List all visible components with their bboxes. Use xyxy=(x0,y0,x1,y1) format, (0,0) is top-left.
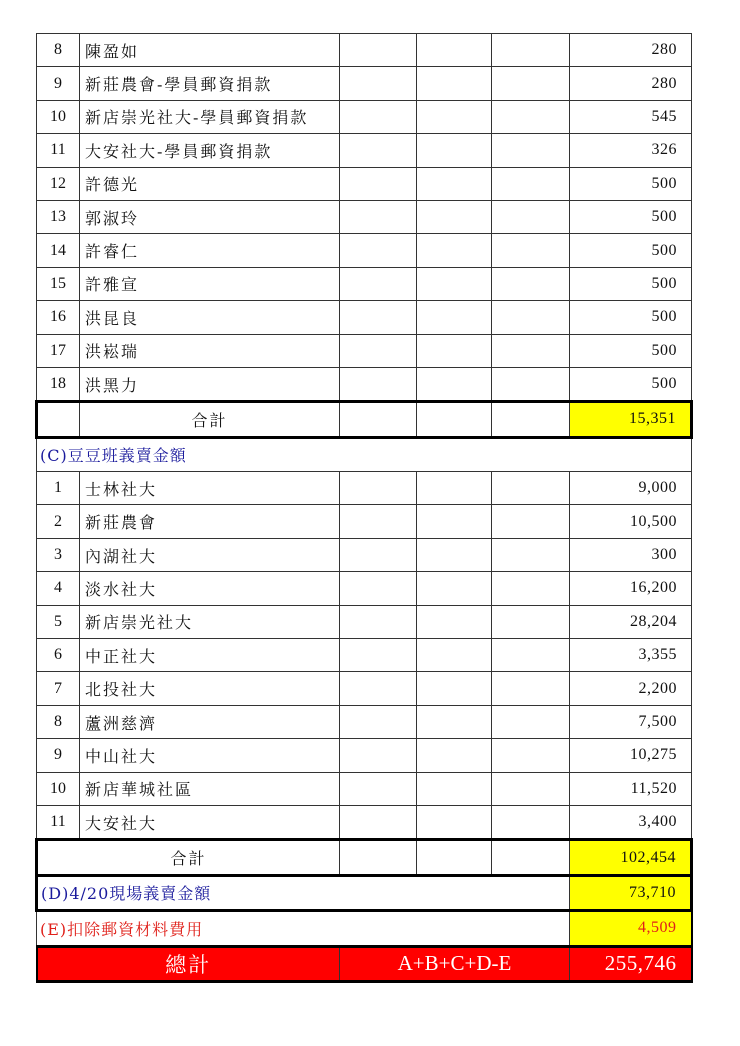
donation-amount: 500 xyxy=(570,200,692,233)
row-number: 3 xyxy=(37,538,80,571)
donor-name: 中山社大 xyxy=(80,739,340,772)
sale-amount: 9,000 xyxy=(570,472,692,505)
table-row xyxy=(37,472,692,505)
table-row xyxy=(37,301,692,334)
row-number: 1 xyxy=(37,472,80,505)
row-number: 4 xyxy=(37,572,80,605)
subtotal-row-b xyxy=(37,402,692,437)
row-number: 11 xyxy=(37,134,80,167)
subtotal-amount: 102,454 xyxy=(570,840,692,875)
row-number: 10 xyxy=(37,772,80,805)
donor-name: 淡水社大 xyxy=(80,572,340,605)
table-row xyxy=(37,67,692,100)
sale-amount: 3,400 xyxy=(570,805,692,839)
table-row xyxy=(37,705,692,738)
table-row xyxy=(37,334,692,367)
table-row xyxy=(37,505,692,538)
table-row xyxy=(37,805,692,839)
table-row xyxy=(37,772,692,805)
donor-name: 許睿仁 xyxy=(80,234,340,267)
donor-name: 新店華城社區 xyxy=(80,772,340,805)
row-number: 17 xyxy=(37,334,80,367)
row-number: 5 xyxy=(37,605,80,638)
table-row xyxy=(37,167,692,200)
row-number: 15 xyxy=(37,267,80,300)
row-number: 18 xyxy=(37,367,80,401)
table-row xyxy=(37,672,692,705)
donor-name: 新莊農會-學員郵資捐款 xyxy=(80,67,340,100)
sale-amount: 28,204 xyxy=(570,605,692,638)
section-e-amount: 4,509 xyxy=(570,911,692,946)
table-row xyxy=(37,639,692,672)
table-row xyxy=(37,234,692,267)
sale-amount: 11,520 xyxy=(570,772,692,805)
donation-amount: 326 xyxy=(570,134,692,167)
subtotal-amount: 15,351 xyxy=(570,402,692,437)
donor-name: 洪黑力 xyxy=(80,367,340,401)
row-number: 16 xyxy=(37,301,80,334)
donor-name: 陳盈如 xyxy=(80,34,340,67)
row-number: 12 xyxy=(37,167,80,200)
row-number: 7 xyxy=(37,672,80,705)
table-row xyxy=(37,267,692,300)
donor-name: 洪昆良 xyxy=(80,301,340,334)
table-row xyxy=(37,100,692,133)
donor-name: 新店崇光社大-學員郵資捐款 xyxy=(80,100,340,133)
section-d-amount: 73,710 xyxy=(570,875,692,910)
donor-name: 許雅宣 xyxy=(80,267,340,300)
donor-name: 郭淑玲 xyxy=(80,200,340,233)
donation-amount: 500 xyxy=(570,301,692,334)
sale-amount: 10,275 xyxy=(570,739,692,772)
table-row xyxy=(37,367,692,401)
sale-amount: 16,200 xyxy=(570,572,692,605)
row-number: 8 xyxy=(37,34,80,67)
donor-name: 內湖社大 xyxy=(80,538,340,571)
donor-name: 新莊農會 xyxy=(80,505,340,538)
section-title: (D)4/20現場義賣金額 xyxy=(37,875,570,910)
row-number: 6 xyxy=(37,639,80,672)
sale-amount: 7,500 xyxy=(570,705,692,738)
donor-name: 大安社大 xyxy=(80,805,340,839)
subtotal-label: 合計 xyxy=(37,840,340,875)
row-number: 11 xyxy=(37,805,80,839)
row-number: 10 xyxy=(37,100,80,133)
donor-name: 中正社大 xyxy=(80,639,340,672)
row-number: 14 xyxy=(37,234,80,267)
donation-amount: 500 xyxy=(570,267,692,300)
table-row xyxy=(37,34,692,67)
subtotal-row-c xyxy=(37,840,692,875)
donation-amount: 280 xyxy=(570,34,692,67)
sale-amount: 300 xyxy=(570,538,692,571)
donation-amount: 500 xyxy=(570,167,692,200)
row-number: 2 xyxy=(37,505,80,538)
table-row xyxy=(37,134,692,167)
table-row xyxy=(37,739,692,772)
donation-amount: 280 xyxy=(570,67,692,100)
grand-total-amount: 255,746 xyxy=(570,946,692,981)
sale-amount: 3,355 xyxy=(570,639,692,672)
sale-amount: 10,500 xyxy=(570,505,692,538)
grand-total-formula: A+B+C+D-E xyxy=(340,946,570,981)
donation-sheet xyxy=(35,33,693,983)
row-number: 13 xyxy=(37,200,80,233)
donor-name: 蘆洲慈濟 xyxy=(80,705,340,738)
section-e-row xyxy=(37,911,692,946)
section-title: (C)豆豆班義賣金額 xyxy=(37,437,692,471)
grand-total-label: 總計 xyxy=(37,946,340,981)
donation-amount: 500 xyxy=(570,234,692,267)
table-row xyxy=(37,538,692,571)
table-row xyxy=(37,200,692,233)
subtotal-label: 合計 xyxy=(80,402,340,437)
donor-name: 北投社大 xyxy=(80,672,340,705)
row-number: 9 xyxy=(37,739,80,772)
section-title: (E)扣除郵資材料費用 xyxy=(37,911,570,946)
table-row xyxy=(37,605,692,638)
donor-name: 大安社大-學員郵資捐款 xyxy=(80,134,340,167)
donor-name: 新店崇光社大 xyxy=(80,605,340,638)
row-number: 8 xyxy=(37,705,80,738)
donation-amount: 500 xyxy=(570,367,692,401)
donation-amount: 500 xyxy=(570,334,692,367)
section-header-c xyxy=(37,437,692,471)
donor-name: 許德光 xyxy=(80,167,340,200)
donor-name: 士林社大 xyxy=(80,472,340,505)
donor-name: 洪崧瑞 xyxy=(80,334,340,367)
donation-amount: 545 xyxy=(570,100,692,133)
row-number: 9 xyxy=(37,67,80,100)
sale-amount: 2,200 xyxy=(570,672,692,705)
table-row xyxy=(37,572,692,605)
grand-total-row xyxy=(37,946,692,981)
section-d-row xyxy=(37,875,692,910)
